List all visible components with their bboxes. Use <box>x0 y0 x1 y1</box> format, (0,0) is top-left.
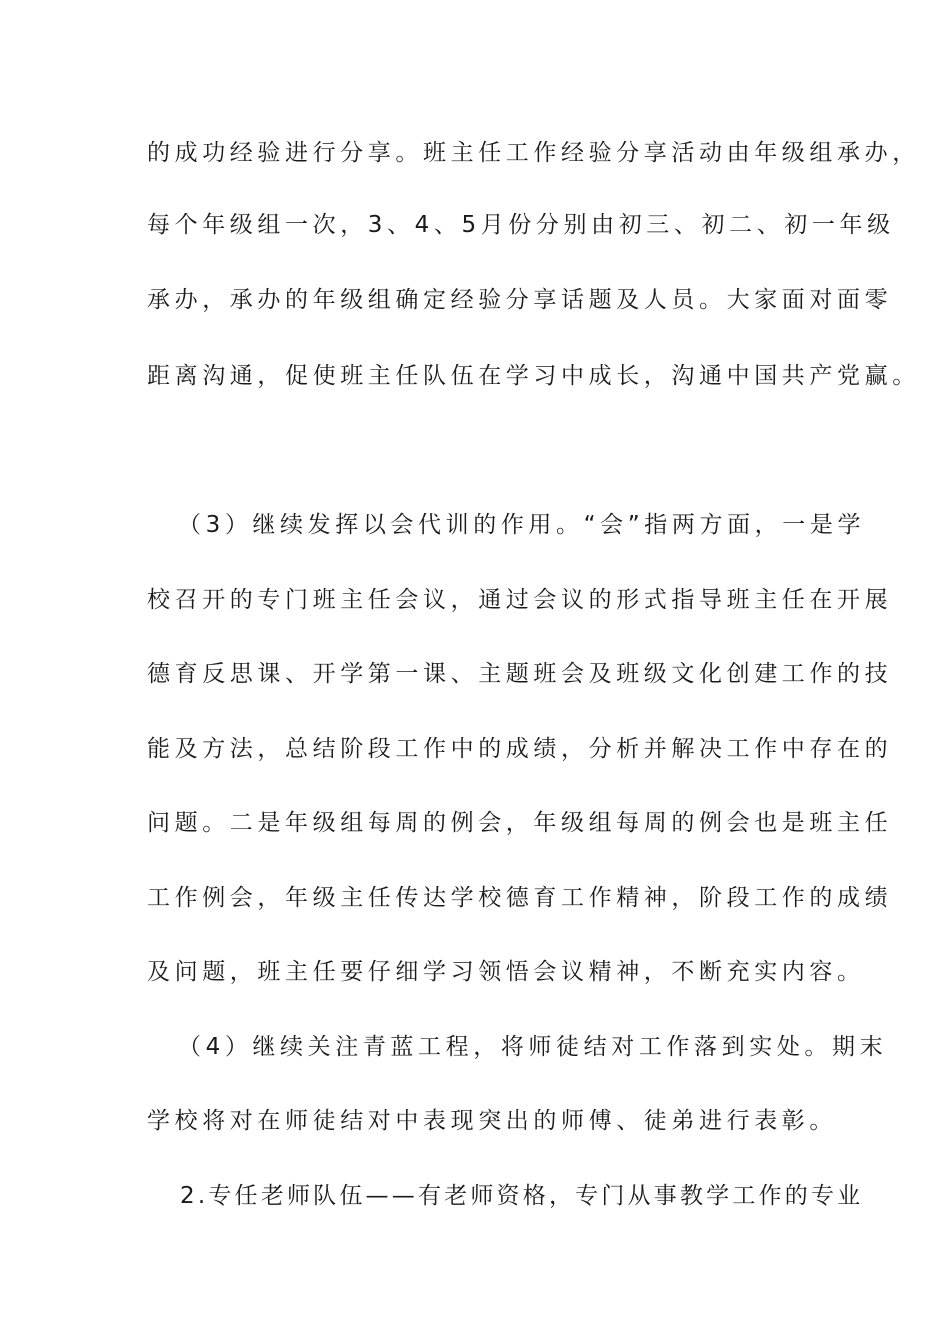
text-line: （4）继续关注青蓝工程，将师徒结对工作落到实处。期末 <box>178 1034 888 1060</box>
text-line: 距离沟通，促使班主任队伍在学习中成长，沟通中国共产党赢。 <box>147 363 920 389</box>
text-line: 承办，承办的年级组确定经验分享话题及人员。大家面对面零 <box>147 287 893 313</box>
text-line: （3）继续发挥以会代训的作用。“会”指两方面，一是学 <box>178 512 866 538</box>
text-line: 德育反思课、开学第一课、主题班会及班级文化创建工作的技 <box>147 661 893 687</box>
text-line: 学校将对在师徒结对中表现突出的师傅、徒弟进行表彰。 <box>147 1108 837 1134</box>
text-line: 能及方法，总结阶段工作中的成绩，分析并解决工作中存在的 <box>147 736 893 762</box>
text-line: 及问题，班主任要仔细学习领悟会议精神，不断充实内容。 <box>147 959 865 985</box>
text-line: 的成功经验进行分享。班主任工作经验分享活动由年级组承办， <box>147 140 920 166</box>
text-line: 问题。二是年级组每周的例会，年级组每周的例会也是班主任 <box>147 810 893 836</box>
text-line: 工作例会，年级主任传达学校德育工作精神，阶段工作的成绩 <box>147 885 893 911</box>
text-line: 每个年级组一次，3、4、5月份分别由初三、初二、初一年级 <box>147 212 895 238</box>
text-line: 校召开的专门班主任会议，通过会议的形式指导班主任在开展 <box>147 587 893 613</box>
text-line: 2.专任老师队伍——有老师资格，专门从事教学工作的专业 <box>180 1183 864 1209</box>
